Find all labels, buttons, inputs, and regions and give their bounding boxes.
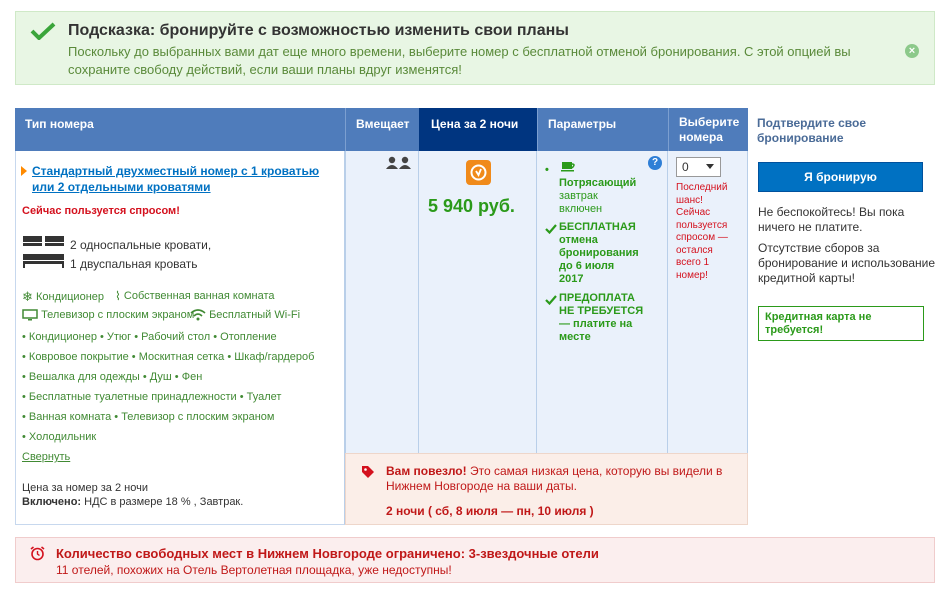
chevron-down-icon [706, 164, 714, 169]
facility-wifi: Бесплатный Wi-Fi [190, 309, 300, 321]
price-note: Цена за номер за 2 ночи Включено: НДС в размере 18 % , Завтрак. [22, 482, 244, 508]
check-icon [30, 22, 56, 40]
wifi-icon [190, 309, 206, 321]
no-fees-note: Отсутствие сборов за бронирование и использование кредитной карты! [758, 241, 936, 285]
tv-icon [22, 309, 38, 321]
no-payment-note: Не беспокойтесь! Вы пока ничего не платите. [758, 205, 905, 234]
facility-ac: ❄ Кондиционер [22, 289, 105, 304]
book-button[interactable]: Я бронирую [758, 162, 923, 192]
demand-label: Сейчас пользуется спросом! [22, 205, 180, 217]
shower-icon: ⌇ [115, 289, 121, 303]
check-icon [545, 295, 557, 305]
deal-icon [466, 160, 491, 185]
amenities-line-5: • Ванная комната • Телевизор с плоским экраном [22, 411, 275, 423]
capacity-column [345, 151, 419, 453]
people-icon [386, 156, 412, 170]
beds-text: 2 односпальные кровати, 1 двуспальная кровать [70, 238, 212, 271]
header-room-type: Тип номера [15, 108, 345, 151]
room-price: 5 940 руб. [428, 196, 515, 216]
confirm-title: Подтвердите свое бронирование [757, 116, 866, 145]
tag-icon [361, 465, 375, 479]
collapse-link[interactable]: Свернуть [22, 451, 71, 463]
help-icon[interactable]: ? [648, 156, 662, 170]
alert-text: 11 отелей, похожих на Отель Вертолетная площадка, уже недоступны! [56, 563, 452, 577]
header-select: Выберите номера [668, 108, 748, 151]
amenities-line-2: • Ковровое покрытие • Москитная сетка • Шкаф/гардероб [22, 351, 315, 363]
check-icon [545, 224, 557, 234]
header-capacity: Вмещает [345, 108, 419, 151]
facility-bath: ⌇ Собственная ванная комната [115, 289, 275, 303]
header-price[interactable]: Цена за 2 ночи [419, 108, 537, 151]
amenities-line-1: • Кондиционер • Утюг • Рабочий стол • Отопление [22, 331, 277, 343]
amenities-line-3: • Вешалка для одежды • Душ • Фен [22, 371, 203, 383]
facility-tv: Телевизор с плоским экраном [22, 309, 194, 321]
stay-dates: 2 ночи ( сб, 8 июля — пн, 10 июля ) [386, 504, 594, 518]
tip-text: Поскольку до выбранных вами дат еще много времени, выберите номер с бесплатной отменой бронирования. С этой опцией вы сохраните свободу действий, если ваши планы вдруг изменятся! [68, 44, 851, 77]
rooms-quantity-select[interactable]: 0 [676, 157, 721, 177]
alarm-clock-icon [30, 546, 45, 561]
amenities-line-6: • Холодильник [22, 431, 97, 443]
bed-icon [22, 234, 66, 270]
header-params: Параметры [537, 108, 668, 151]
tip-title: Подсказка: бронируйте с возможностью изменить свои планы [68, 22, 569, 39]
close-icon[interactable]: × [905, 44, 919, 58]
no-card-badge: Кредитная карта не требуется! [758, 306, 924, 341]
coffee-icon [561, 158, 577, 172]
arrow-icon [21, 166, 27, 176]
amenities-line-4: • Бесплатные туалетные принадлежности • Туалет [22, 391, 282, 403]
lucky-promo: Вам повезло! Это самая низкая цена, которую вы видели в Нижнем Новгороде на ваши даты. 2 ночи ( сб, 8 июля — пн, 10 июля ) [345, 453, 748, 525]
snowflake-icon: ❄ [22, 289, 33, 304]
room-name-link[interactable]: Стандартный двухместный номер с 1 кроватью или 2 отдельными кроватями [32, 164, 320, 194]
availability-alert [15, 537, 935, 583]
last-chance-note: Последний шанс! Сейчас пользуется спросом — остался всего 1 номер! [676, 182, 728, 281]
tip-banner [15, 11, 935, 85]
alert-title: Количество свободных мест в Нижнем Новгороде ограничено: 3-звездочные отели [56, 546, 599, 561]
